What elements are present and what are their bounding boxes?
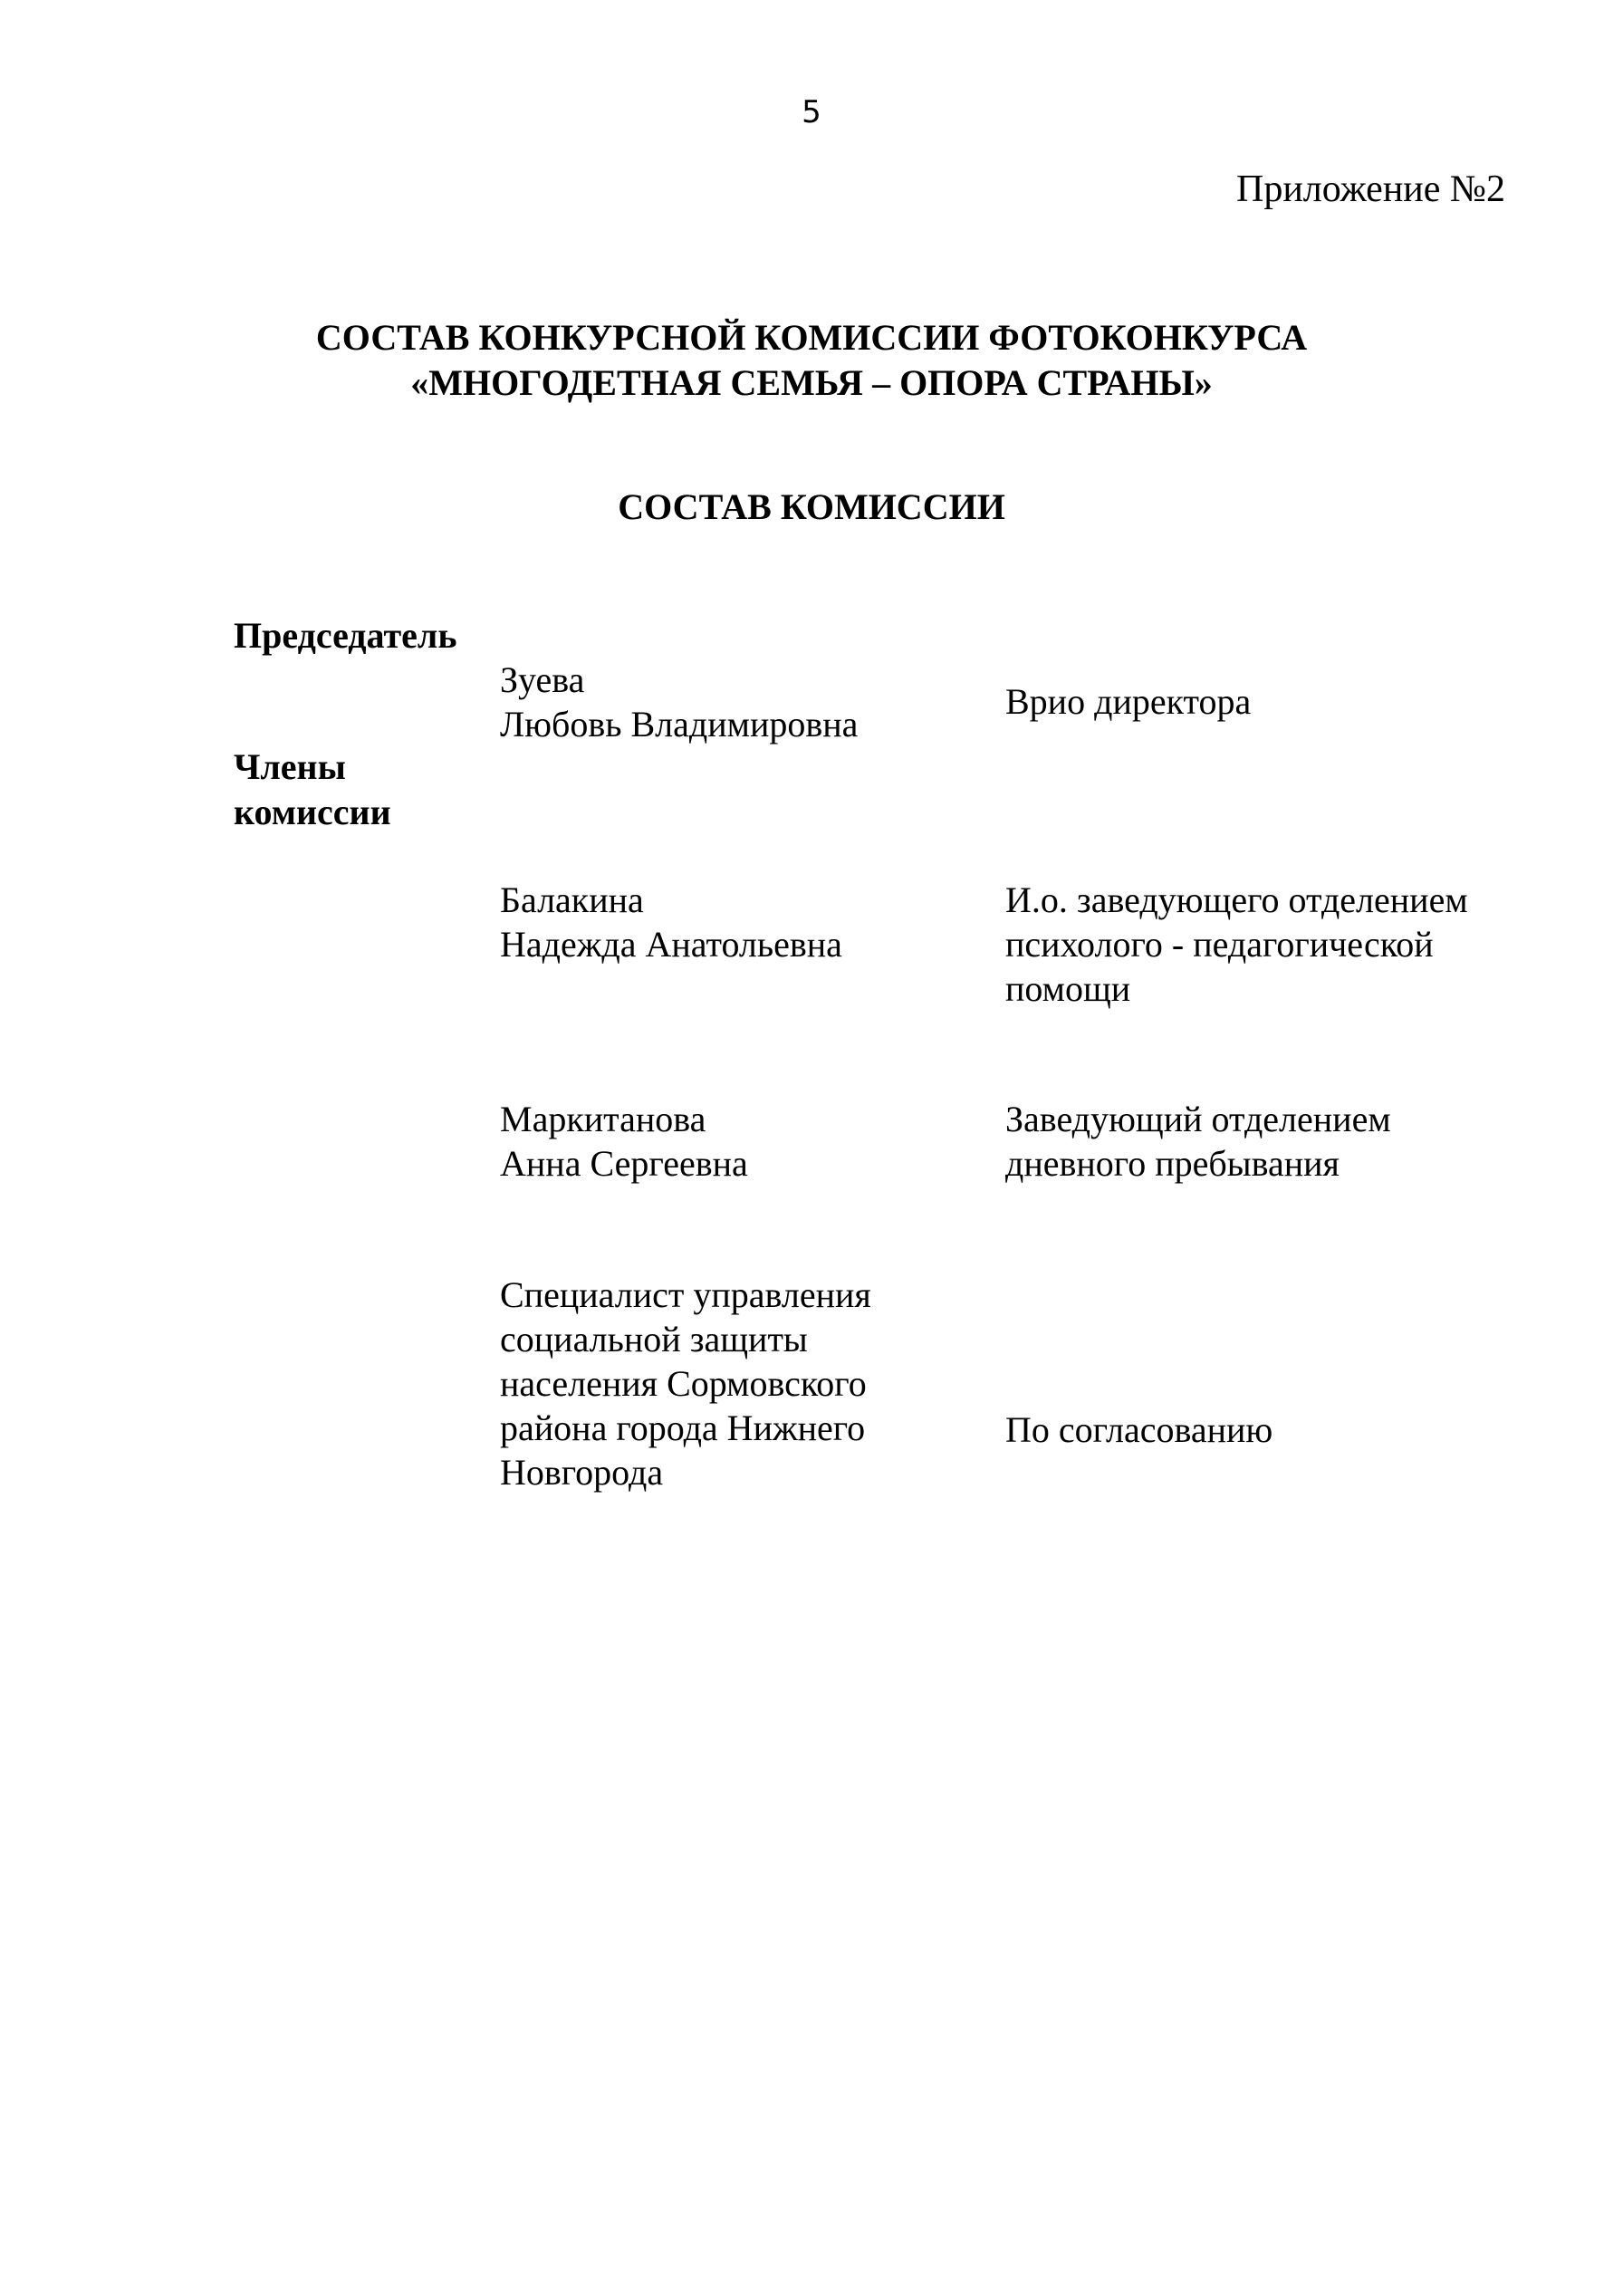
appendix-label: Приложение №2 [1236,168,1505,210]
member-name [500,658,858,746]
member-position-line: По согласованию [1005,1409,1273,1450]
member-name [500,878,842,966]
section-title: СОСТАВ КОМИССИИ [618,486,1005,527]
member-name [500,1097,748,1186]
member-name-line: Надежда Анатольевна [500,924,842,965]
document-title [0,315,1623,406]
member-position-line: дневного пребывания [1005,1143,1340,1184]
member-position-line: И.о. заведующего отделением [1005,879,1468,920]
member-position-line: Заведующий отделением [1005,1099,1391,1139]
page-number: 5 [802,94,821,130]
member-name-line: Балакина [500,879,644,920]
member-position [1005,1097,1391,1186]
members-label [234,745,391,835]
member-name-line: района города Нижнего [500,1407,866,1448]
member-name-line: Маркитанова [500,1099,706,1139]
chairman-label: Председатель [234,615,457,656]
member-position-line: Врио директора [1005,681,1252,722]
member-position-line: помощи [1005,968,1131,1009]
member-position-line: психолого - педагогической [1005,924,1434,965]
member-name-line: социальной защиты [500,1319,808,1359]
member-name-line: Специалист управления [500,1274,871,1315]
member-name-line: Новгорода [500,1452,664,1493]
document-title-line-1: СОСТАВ КОНКУРСНОЙ КОМИССИИ ФОТОКОНКУРСА [315,317,1308,358]
document-title-line-2: «МНОГОДЕТНАЯ СЕМЬЯ – ОПОРА СТРАНЫ» [410,362,1213,403]
member-name [500,1273,871,1494]
member-position [1005,1407,1272,1452]
member-name-line: Любовь Владимировна [500,704,859,745]
member-name-line: Анна Сергеевна [500,1143,748,1184]
members-label-line-2: комиссии [234,792,391,832]
members-label-line-1: Члены [234,746,346,787]
member-position [1005,679,1251,724]
member-name-line: населения Сормовского [500,1363,867,1404]
member-position [1005,878,1468,1011]
member-name-line: Зуева [500,659,585,700]
